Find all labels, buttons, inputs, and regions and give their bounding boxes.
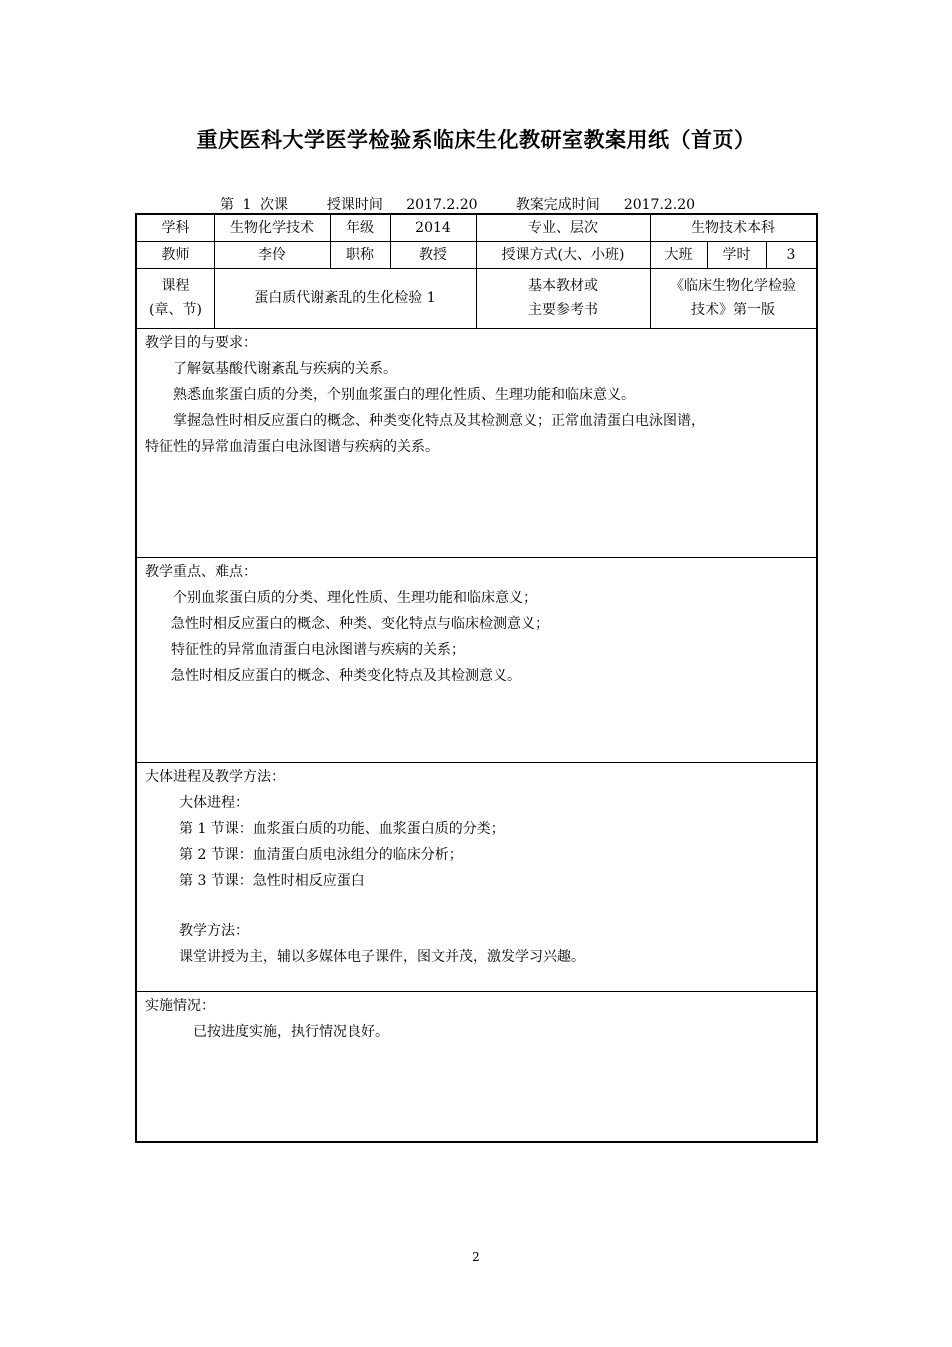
course-label: [137, 268, 214, 328]
title-value: 教授: [419, 246, 447, 263]
major-label: 专业、层次: [528, 220, 598, 236]
keypoint-item: 特征性的异常血清蛋白电泳图谱与疾病的关系；: [171, 642, 465, 658]
teacher-value: 李伶: [258, 246, 286, 263]
progress-item: 第 1 节课：血浆蛋白质的功能、血浆蛋白质的分类；: [179, 821, 505, 837]
lesson-number: 1: [234, 197, 260, 214]
hours-label: 学时: [722, 246, 751, 263]
teacher-label: 教师: [161, 246, 190, 263]
keypoints-heading: 教学重点、难点：: [145, 564, 257, 580]
keypoint-item: 急性时相反应蛋白的概念、种类变化特点及其检测意义。: [171, 668, 521, 684]
grade-label: 年级: [346, 220, 374, 236]
time-value: 2017.2.20: [383, 197, 501, 214]
objective-item: 熟悉血浆蛋白质的分类，个别血浆蛋白的理化性质、生理功能和临床意义。: [173, 387, 635, 403]
objective-item: 特征性的异常血清蛋白电泳图谱与疾病的关系。: [145, 439, 439, 455]
objectives-section: [145, 330, 808, 460]
book-value: [650, 268, 816, 328]
method-heading: 教学方法：: [179, 923, 249, 939]
progress-subheading: 大体进程：: [179, 795, 249, 811]
done-label: 教案完成时间: [515, 197, 600, 213]
course-label-line1: 课程: [161, 278, 190, 294]
time-label: 授课时间: [326, 197, 383, 213]
book-label-line1: 基本教材或: [528, 278, 598, 294]
book-value-line2: 技术》第一版: [691, 302, 775, 318]
progress-heading: 大体进程及教学方法：: [145, 769, 285, 785]
title-label: 职称: [346, 246, 374, 263]
objectives-heading: 教学目的与要求：: [145, 335, 257, 351]
lesson-info-line: [220, 194, 768, 214]
keypoints-section: [145, 559, 808, 689]
done-value: 2017.2.20: [600, 197, 768, 214]
course-value: 蛋白质代谢紊乱的生化检验 1: [254, 290, 436, 306]
implementation-heading: 实施情况：: [145, 998, 215, 1014]
subject-value: 生物化学技术: [230, 220, 314, 236]
page-title: 重庆医科大学医学检验系临床生化教研室教案用纸（首页）: [196, 128, 756, 152]
method-text: 课堂讲授为主，辅以多媒体电子课件，图文并茂，激发学习兴趣。: [179, 949, 585, 965]
progress-item: 第 2 节课：血清蛋白质电泳组分的临床分析；: [179, 847, 463, 863]
subject-label: 学科: [161, 220, 190, 236]
book-label-line2: 主要参考书: [528, 302, 598, 318]
progress-section: [145, 764, 808, 970]
objective-item: 了解氨基酸代谢紊乱与疾病的关系。: [173, 361, 397, 377]
mode-value: 大班: [664, 246, 693, 263]
course-label-line2: (章、节): [149, 302, 202, 318]
page-number: 2: [472, 1250, 480, 1264]
lesson-plan-table: [135, 213, 818, 1143]
major-value: 生物技术本科: [691, 220, 775, 236]
implementation-section: [145, 993, 808, 1045]
implementation-text: 已按进度实施，执行情况良好。: [193, 1024, 389, 1040]
grade-value: 2014: [415, 220, 451, 236]
hours-value: 3: [786, 246, 796, 263]
keypoint-item: 急性时相反应蛋白的概念、种类、变化特点与临床检测意义；: [171, 616, 549, 632]
progress-item: 第 3 节课：急性时相反应蛋白: [179, 873, 365, 889]
lesson-suffix: 次课: [260, 197, 288, 213]
keypoint-item: 个别血浆蛋白质的分类、理化性质、生理功能和临床意义；: [173, 590, 537, 606]
book-value-line1: 《临床生物化学检验: [670, 278, 796, 294]
lesson-prefix: 第: [220, 197, 234, 213]
book-label: [476, 268, 650, 328]
mode-label: 授课方式(大、小班): [501, 246, 625, 263]
objective-item: 掌握急性时相反应蛋白的概念、种类变化特点及其检测意义；正常血清蛋白电泳图谱，: [173, 413, 705, 429]
